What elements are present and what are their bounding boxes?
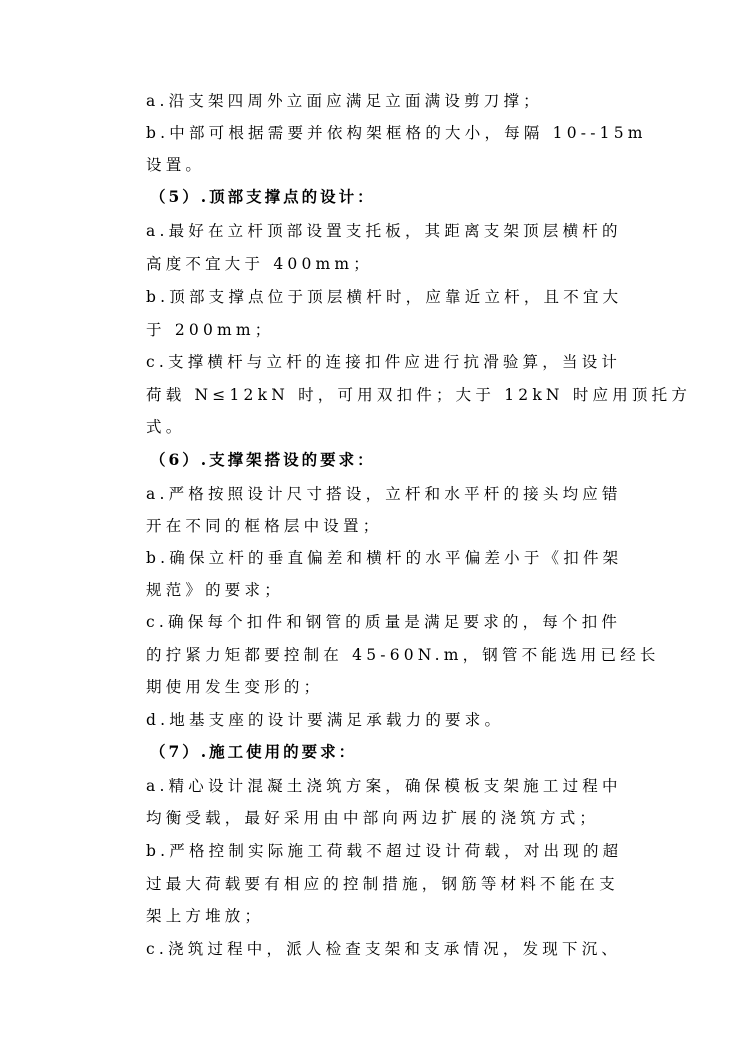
text-line: 式。 bbox=[146, 418, 186, 436]
text-line: c.浇筑过程中，派人检查支架和支承情况，发现下沉、 bbox=[146, 940, 622, 958]
text-line: 的拧紧力矩都要控制在 45-60N.m，钢管不能选用已经长 bbox=[146, 646, 660, 664]
text-line: c.支撑横杆与立杆的连接扣件应进行抗滑验算，当设计 bbox=[146, 353, 622, 371]
text-line: a.最好在立杆顶部设置支托板，其距离支架顶层横杆的 bbox=[146, 222, 622, 240]
text-line: d.地基支座的设计要满足承载力的要求。 bbox=[146, 711, 505, 729]
text-line: 设置。 bbox=[146, 156, 206, 174]
text-line: 过最大荷载要有相应的控制措施，钢筋等材料不能在支 bbox=[146, 875, 619, 893]
text-line: b.确保立杆的垂直偏差和横杆的水平偏差小于《扣件架 bbox=[146, 549, 623, 567]
section-heading: （5）.顶部支撑点的设计： bbox=[150, 187, 376, 206]
text-line: 高度不宜大于 400mm； bbox=[146, 255, 374, 273]
section-heading: （7）.施工使用的要求： bbox=[150, 742, 358, 761]
text-line: 均衡受载，最好采用由中部向两边扩展的浇筑方式； bbox=[146, 809, 600, 827]
text-line: a.严格按照设计尺寸搭设，立杆和水平杆的接头均应错 bbox=[146, 485, 622, 503]
text-line: 于 200mm； bbox=[146, 321, 275, 339]
text-line: b.中部可根据需要并依构架框格的大小，每隔 10--15m bbox=[146, 124, 647, 142]
text-line: 期使用发生变形的； bbox=[146, 678, 324, 696]
text-line: 荷载 N≤12kN 时，可用双扣件；大于 12kN 时应用顶托方 bbox=[146, 386, 692, 404]
text-line: a.沿支架四周外立面应满足立面满设剪刀撑； bbox=[146, 92, 543, 110]
text-line: b.顶部支撑点位于顶层横杆时，应靠近立杆，且不宜大 bbox=[146, 288, 623, 306]
text-line: c.确保每个扣件和钢管的质量是满足要求的，每个扣件 bbox=[146, 613, 622, 631]
text-line: 规范》的要求； bbox=[146, 581, 284, 599]
section-heading: （6）.支撑架搭设的要求： bbox=[150, 450, 376, 469]
text-line: b.严格控制实际施工荷载不超过设计荷载，对出现的超 bbox=[146, 842, 623, 860]
text-line: a.精心设计混凝土浇筑方案，确保模板支架施工过程中 bbox=[146, 777, 622, 795]
text-line: 开在不同的框格层中设置； bbox=[146, 517, 383, 535]
text-line: 架上方堆放； bbox=[146, 907, 265, 925]
